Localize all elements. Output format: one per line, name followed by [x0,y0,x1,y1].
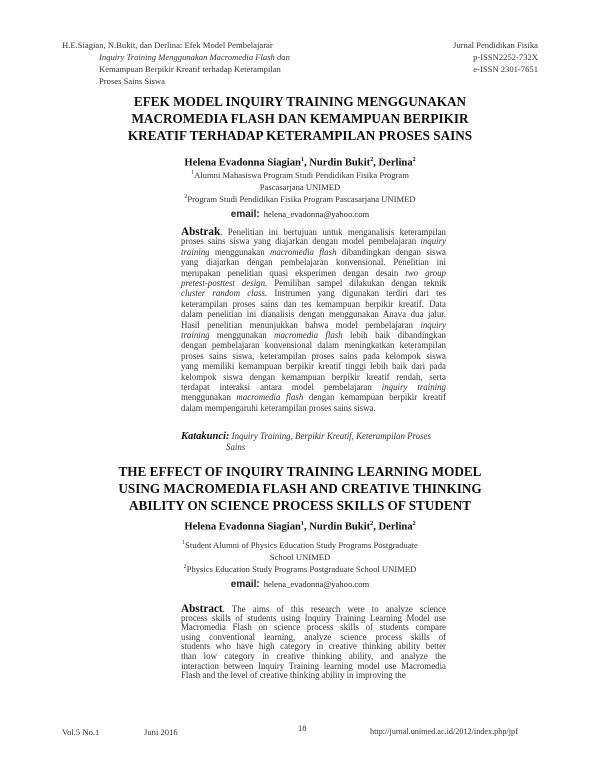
abstract-text: menggunakan [209,246,270,257]
abstract-line [181,320,446,330]
p-issn: p-ISSN2252-732X [473,52,538,62]
aff-sup: 1 [182,540,186,547]
abstract-text: Hasil penelitian menunjukkan bahwa model pembelajaran [181,319,421,330]
aff-text: Student Alumni of Physics Education Study Programs Postgraduate [185,540,418,550]
author: Helena Evadonna Siagian [184,157,301,169]
abstract-label: Abstract [181,603,223,615]
abstract-line [181,340,446,350]
abstract-line [181,236,446,246]
abstract-text: yang memiliki kemampuan berpikir kreatif tinggi lebih baik dari pada [181,361,446,372]
abstract-line [181,247,446,257]
abstract-line [181,641,446,651]
abstract-text: dibandingkan dengan siswa [336,246,446,257]
aff-sup: 2 [183,564,187,571]
affiliation [0,552,600,562]
title-en-line: ABILITY ON SCIENCE PROCESS SKILLS OF STUDENT [129,498,471,513]
abstract-text: inquiry [420,319,446,330]
running-header-left [62,39,290,87]
abstract-text: dengan pembelajaran konvensional dalam meningkatkan keterampilan [181,340,446,351]
abstract-text: proses sains siswa yang diajarkan dengan model pembelajaran [181,236,421,247]
abstract-text: dalam mempengaruhi keterampilan proses sains siswa. [181,402,376,413]
title-en-line: USING MACROMEDIA FLASH AND CREATIVE THINKING [118,481,482,496]
affiliation [0,194,600,204]
author-sup: 2 [370,157,374,163]
email-label: email: [230,209,260,220]
abstract-text: students who have high category in creative thinking ability better [181,641,446,652]
affiliation [0,182,600,192]
author-sup: 2 [412,157,416,163]
abstract-text: using conventional learning, analyze science process skills of [181,631,446,642]
author-sup: 2 [370,521,374,527]
abstract-line [181,351,446,361]
abstract-text: Pemilihan sampel dilakukan dengan teknik [267,278,447,288]
abstract-text: yang diajarkan dengan pembelajaran konvensional. Penelitian ini [181,257,446,268]
abstract-text: training [181,246,210,257]
header-line [62,51,290,63]
author: , Nurdin Bukit [303,157,371,169]
abstract-line [181,299,446,309]
abstract-text: menggunakan [209,330,275,340]
abstract-text: kelompok siswa dengan kemampuan berpikir kreatif rendah, serta [181,371,446,382]
abstract-text: macromedia flash [269,246,337,257]
abstract-label: Abstrak [181,226,221,238]
authors-en [0,521,600,533]
abstract-text: dalam penelitian ini dianalisis dengan menggunakan Anava dua jalur. [181,309,446,320]
abstract-text: merupakan penelitian quasi eksperimen dengan desain [181,267,406,278]
title-id-line: MACROMEDIA FLASH DAN KEMAMPUAN BERPIKIR [131,111,469,126]
author: Helena Evadonna Siagian [184,521,301,533]
abstract-text: . The aims of this research were to analyze science [222,604,446,614]
aff-text: Alumni Mahasiswa Program Studi Pendidikan Fisika Program [194,170,409,180]
abstract-text: lebih baik dibandingkan [342,330,446,340]
email-label: email: [230,579,260,590]
keywords-text: Sains [226,442,246,452]
journal-name: Jurnal Pendidikan Fisika [453,40,538,50]
author: , Derlina [373,157,413,169]
header-line: Kemampuan Berpikir Kreatif terhadap Keterampilan [99,64,281,74]
abstract-line [181,403,446,413]
title-en-line: THE EFFECT OF INQUIRY TRAINING LEARNING MODEL [118,464,482,479]
abstract-text: process skills of students using Inquiry Training Learning Model use [181,612,446,623]
abstract-text: macromedia flash [274,330,343,340]
abstract-text: Flash and the level of creative thinking ability in improving the [181,670,406,681]
abstract-text: inquiry training [381,382,446,392]
abstract-line [181,257,446,267]
aff-sup: 2 [184,194,188,201]
abstract-en [181,603,446,683]
abstract-id [181,226,446,426]
affiliation [0,170,600,180]
footer-volume: Vol.5 No.1 [62,727,100,737]
email-line [0,574,600,592]
keywords-id [181,431,446,452]
abstract-line [181,622,446,632]
abstract-text: dengan kemampuan berpikir kreatif [303,392,446,403]
author: , Nurdin Bukit [303,521,371,533]
abstract-text: interaction between Inquiry Training learning model use Macromedia [181,660,446,671]
email-address: helena_evadonna@yahoo.com [263,209,370,219]
header-line: Proses Sains Siswa [99,76,165,86]
affiliation [0,540,600,550]
title-id-line: KREATIF TERHADAP KETERAMPILAN PROSES SAINS [127,128,473,143]
abstract-text: menggunakan [181,392,237,403]
abstract-text: training [181,330,210,340]
abstract-text: . Penelitian ini bertujuan untuk menganalisis keterampilan [220,227,446,237]
abstract-line [181,372,446,382]
abstract-line [181,278,446,288]
header-line-text: Inquiry Training Menggunakan Macromedia Flash dan [99,52,290,62]
abstract-line [181,670,446,680]
abstract-line [181,613,446,623]
header-line: H.E.Siagian, N.Bukit, dan Derlina: Efek Model Pembelajarar [62,40,273,50]
title-id-line: EFEK MODEL INQUIRY TRAINING MENGGUNAKAN [133,94,467,109]
running-header-right [453,39,538,75]
abstract-text: Macromedia Flash on science process skills of students compare [181,622,446,633]
aff-text: School UNIMED [269,552,331,562]
author-sup: 1 [300,521,304,527]
abstract-line [181,661,446,671]
abstract-line [181,382,446,392]
page-number: 18 [298,723,307,733]
authors-id [0,157,600,169]
aff-text: Physics Education Study Programs Postgraduate School UNIMED [186,564,417,574]
abstract-text: keterampilan proses sains dan tes kemampuan berpikir kreatif. Data [181,298,446,309]
abstract-line [181,330,446,340]
aff-sup: 1 [191,170,195,177]
footer-url[interactable]: http://jurnal.unimed.ac.id/2012/index.php/jpf [370,727,518,736]
e-issn: e-ISSN 2301-7651 [473,64,538,74]
abstract-text: Instrumen yang digunakan terdiri dari tes [267,288,446,299]
author: , Derlina [373,521,413,533]
abstract-text: proses sains siswa, keterampilan proses sains pada kelompok siswa [181,350,446,361]
abstract-line [181,268,446,278]
abstract-text: macromedia flash [236,392,304,403]
abstract-text: inquiry [420,236,446,247]
abstract-line [181,288,446,298]
aff-text: Program Studi Pendidikan Fisika Program Pascasarjana UNIMED [187,194,416,204]
abstract-line [181,392,446,402]
keywords-text: Inquiry Training, Berpikir Kreatif, Keterampilan Proses [231,431,431,441]
abstract-line [181,651,446,661]
abstract-text: two group [405,267,446,278]
abstract-line [181,632,446,642]
affiliation [0,564,600,574]
email-address: helena_evadonna@yahoo.com [263,579,370,589]
author-sup: 1 [300,157,304,163]
email-line [0,204,600,222]
abstract-line [181,309,446,319]
keywords-label: Katakunci: [181,431,230,442]
footer-date: Juni 2016 [144,727,178,737]
abstract-text: than low category in creative thinking ability, and analyze the [181,651,446,661]
aff-text: Pascasarjana UNIMED [259,182,341,192]
abstract-text: pretest-posttest design. [181,278,268,288]
abstract-text: terdapat interaksi antara model pembelajaran [181,382,382,392]
author-sup: 2 [412,521,416,527]
abstract-text: cluster random class. [181,288,268,299]
abstract-line [181,361,446,371]
